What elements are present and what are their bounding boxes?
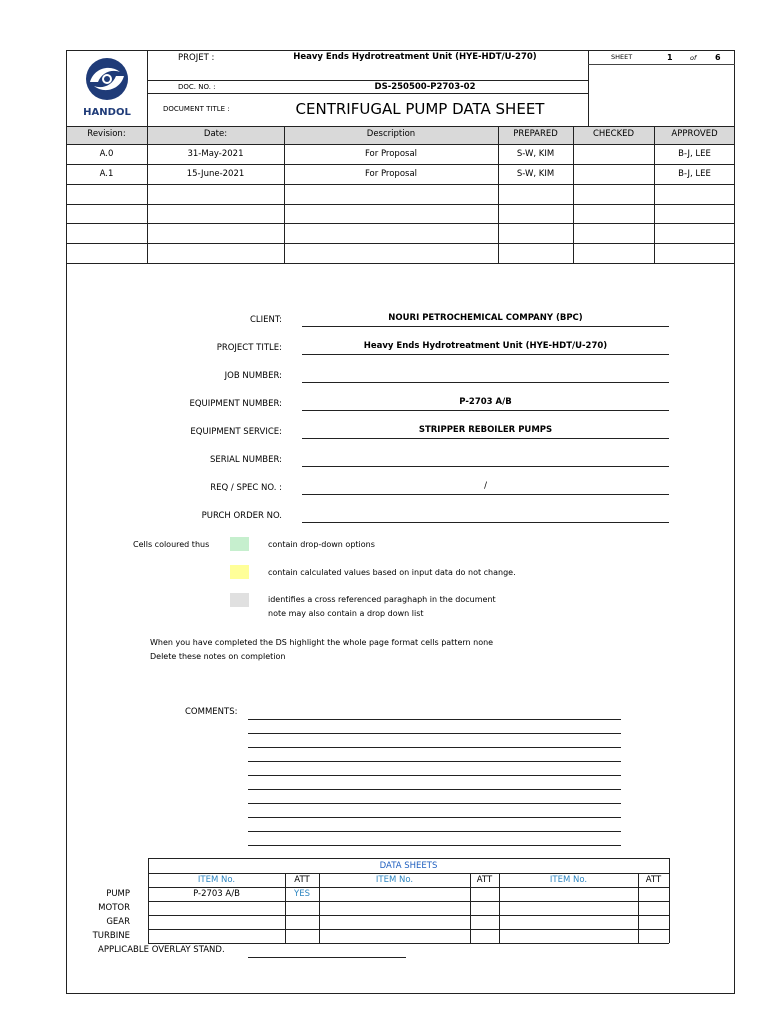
sheet-label: SHEET	[611, 53, 633, 61]
comment-line	[248, 775, 621, 776]
date-col-header: Date:	[203, 129, 228, 139]
divider	[148, 929, 669, 930]
divider	[147, 50, 148, 126]
datasheets-title: DATA SHEETS	[379, 861, 438, 871]
divider	[147, 80, 588, 81]
underline	[302, 522, 669, 523]
divider	[147, 93, 588, 94]
pump-att: YES	[294, 889, 310, 899]
row-label-turbine: TURBINE	[92, 931, 130, 941]
note-line-2: Delete these notes on completion	[150, 652, 286, 661]
divider	[148, 873, 669, 874]
divider	[669, 858, 670, 943]
equipment-service-label: EQUIPMENT SERVICE:	[190, 427, 282, 437]
date-cell: 31-May-2021	[187, 149, 244, 159]
sheet-total: 6	[715, 53, 721, 62]
prepared-cell: S-W, KIM	[516, 169, 555, 179]
doctitle-label: DOCUMENT TITLE :	[163, 105, 230, 113]
revision-col-header: Revision:	[87, 129, 126, 139]
yellow-swatch	[230, 565, 249, 579]
overlay-label: APPLICABLE OVERLAY STAND.	[98, 945, 225, 955]
prepared-col-header: PREPARED	[513, 129, 558, 139]
description-cell: For Proposal	[364, 149, 418, 159]
client-label: CLIENT:	[249, 315, 282, 325]
divider	[573, 126, 574, 263]
comment-line	[248, 733, 621, 734]
equipment-number-value: P-2703 A/B	[459, 397, 512, 407]
row-label-gear: GEAR	[106, 917, 130, 927]
purch-order-label: PURCH ORDER NO.	[201, 511, 282, 521]
docno-label: DOC. NO. :	[178, 83, 216, 91]
comment-line	[248, 845, 621, 846]
item-no-header: ITEM No.	[197, 875, 236, 885]
legend-intro: Cells coloured thus	[133, 540, 210, 549]
comment-line	[248, 761, 621, 762]
equipment-number-label: EQUIPMENT NUMBER:	[189, 399, 282, 409]
job-number-label: JOB NUMBER:	[224, 371, 282, 381]
divider	[588, 64, 735, 65]
docno-value: DS-250500-P2703-02	[374, 82, 476, 92]
comment-line	[248, 817, 621, 818]
comment-line	[248, 747, 621, 748]
sheet-of: of	[690, 54, 697, 62]
req-spec-value: /	[484, 481, 487, 491]
revision-cell: A.0	[99, 149, 114, 159]
underline	[302, 410, 669, 411]
legend-green-text: contain drop-down options	[268, 540, 375, 549]
comments-label: COMMENTS:	[185, 707, 238, 717]
underline	[302, 438, 669, 439]
handol-logo-icon	[80, 56, 134, 102]
underline	[302, 326, 669, 327]
legend-grey-text-1: identifies a cross referenced paraghaph in the document	[268, 595, 496, 604]
legend-yellow-text: contain calculated values based on input data do not change.	[268, 568, 516, 577]
comment-line	[248, 719, 621, 720]
row-label-pump: PUMP	[106, 889, 130, 899]
description-cell: For Proposal	[364, 169, 418, 179]
item-no-header: ITEM No.	[549, 875, 588, 885]
serial-number-label: SERIAL NUMBER:	[209, 455, 282, 465]
underline	[302, 382, 669, 383]
divider	[148, 901, 669, 902]
overlay-underline	[248, 957, 406, 958]
logo	[80, 56, 134, 120]
doctitle-value: CENTRIFUGAL PUMP DATA SHEET	[295, 100, 545, 118]
divider	[148, 887, 669, 888]
divider	[66, 263, 735, 264]
equipment-service-value: STRIPPER REBOILER PUMPS	[418, 425, 553, 435]
divider	[66, 184, 735, 185]
sheet-number: 1	[667, 53, 673, 62]
checked-col-header: CHECKED	[592, 129, 635, 139]
project-title-label: PROJECT TITLE:	[216, 343, 282, 353]
approved-cell: B-J, LEE	[678, 169, 711, 179]
divider	[66, 223, 735, 224]
revision-cell: A.1	[99, 169, 114, 179]
client-value: NOURI PETROCHEMICAL COMPANY (BPC)	[388, 313, 583, 323]
grey-swatch	[230, 593, 249, 607]
project-title-value: Heavy Ends Hydrotreatment Unit (HYE-HDT/U-270)	[363, 341, 608, 351]
note-line-1: When you have completed the DS highlight the whole page format cells pattern none	[150, 638, 494, 647]
projet-value: Heavy Ends Hydrotreatment Unit (HYE-HDT/U-270)	[293, 52, 537, 62]
att-header: ATT	[476, 875, 493, 885]
underline	[302, 354, 669, 355]
logo-text: HANDOL	[83, 107, 131, 118]
underline	[302, 466, 669, 467]
att-header: ATT	[294, 875, 310, 885]
divider	[148, 858, 669, 859]
att-header: ATT	[645, 875, 662, 885]
comment-line	[248, 831, 621, 832]
item-no-header: ITEM No.	[375, 875, 414, 885]
approved-col-header: APPROVED	[671, 129, 718, 139]
prepared-cell: S-W, KIM	[516, 149, 555, 159]
divider	[66, 243, 735, 244]
divider	[588, 50, 589, 126]
projet-label: PROJET :	[178, 53, 215, 63]
comment-line	[248, 803, 621, 804]
comment-line	[248, 789, 621, 790]
req-spec-label: REQ / SPEC NO. :	[210, 483, 282, 493]
row-label-motor: MOTOR	[98, 903, 130, 913]
green-swatch	[230, 537, 249, 551]
underline	[302, 494, 669, 495]
pump-item-no: P-2703 A/B	[193, 889, 240, 899]
divider	[66, 204, 735, 205]
description-col-header: Description	[366, 129, 416, 139]
divider	[148, 915, 669, 916]
legend-grey-text-2: note may also contain a drop down list	[268, 609, 424, 618]
date-cell: 15-June-2021	[186, 169, 245, 179]
divider	[148, 943, 669, 944]
approved-cell: B-J, LEE	[678, 149, 711, 159]
